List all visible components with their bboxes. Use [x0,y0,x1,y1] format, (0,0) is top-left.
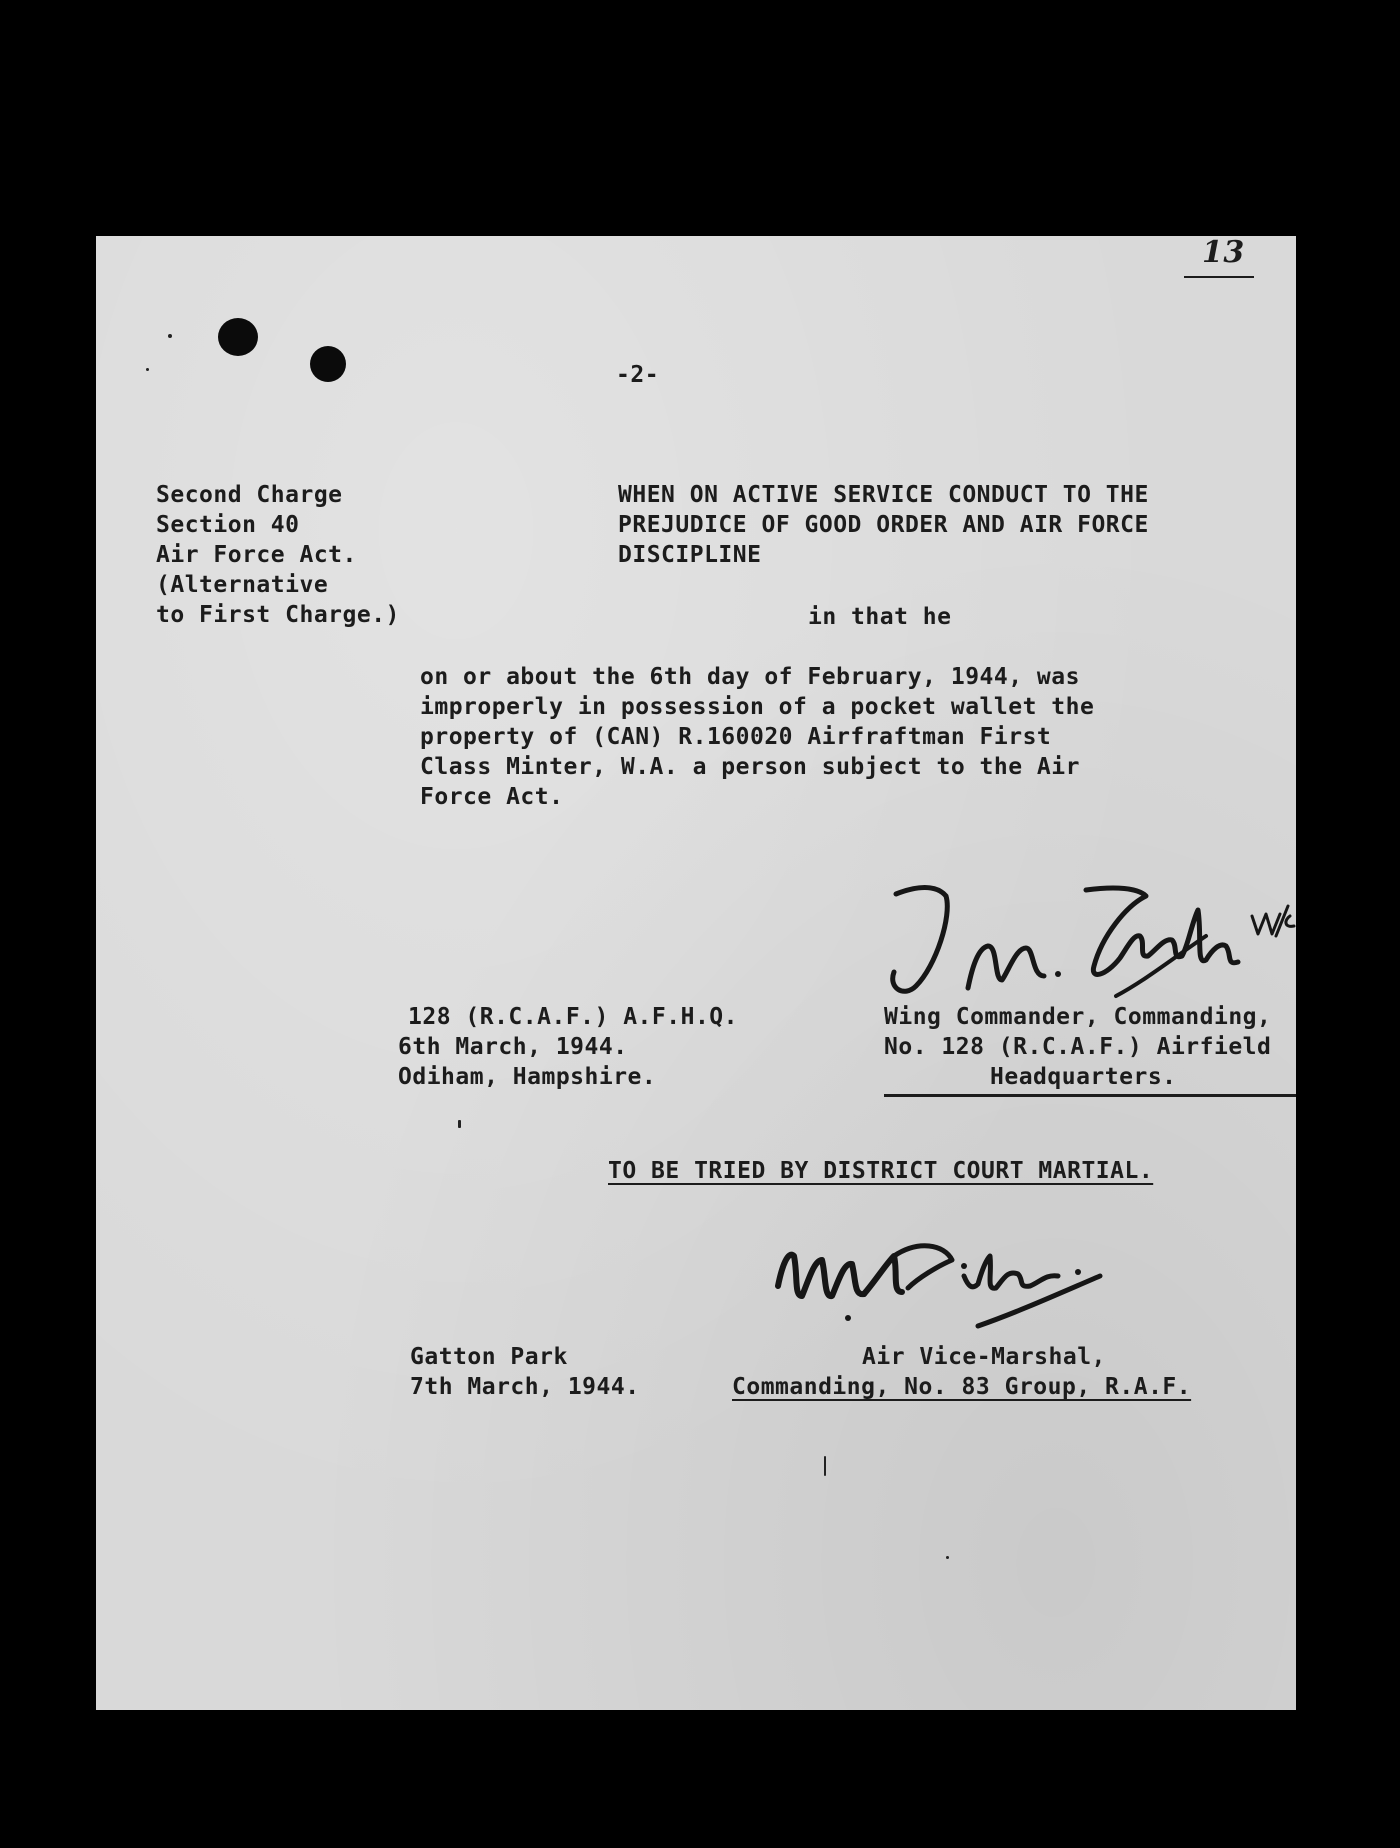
place-date-line: Gatton Park [410,1344,568,1370]
place-date-line: 6th March, 1944. [398,1034,628,1060]
title-line: Headquarters. [990,1064,1177,1090]
folio-number: 13 [1202,235,1245,270]
place-date-line: 128 (R.C.A.F.) A.F.H.Q. [408,1004,738,1030]
particulars-line: property of (CAN) R.160020 Airfraftman First [420,724,1052,750]
particulars-line: Class Minter, W.A. a person subject to the Air [420,754,1080,780]
title-line: Wing Commander, Commanding, [884,1004,1272,1030]
speck [824,1456,826,1476]
punch-hole-right [310,346,346,382]
document-page [96,236,1296,1710]
speck [458,1120,461,1128]
title-line: Commanding, No. 83 Group, R.A.F. [732,1374,1192,1400]
in-that-he: in that he [808,604,952,630]
wing-commander-signature [876,876,1296,1006]
title-line: No. 128 (R.C.A.F.) Airfield [884,1034,1272,1060]
title-line: Air Vice-Marshal, [862,1344,1106,1370]
punch-hole-left [218,318,258,356]
particulars-line: improperly in possession of a pocket wallet the [420,694,1095,720]
particulars-line: on or about the 6th day of February, 1944, was [420,664,1080,690]
page-number: -2- [616,362,660,388]
title-underline [884,1094,1296,1097]
charge-heading-line: WHEN ON ACTIVE SERVICE CONDUCT TO THE [618,482,1149,508]
side-note-line: to First Charge.) [156,602,400,628]
side-note-line: Air Force Act. [156,542,357,568]
speck [168,334,172,338]
particulars-line: Force Act. [420,784,564,810]
side-note-line: Second Charge [156,482,343,508]
side-note-line: (Alternative [156,572,329,598]
side-note-line: Section 40 [156,512,300,538]
charge-heading-line: PREJUDICE OF GOOD ORDER AND AIR FORCE [618,512,1149,538]
speck [946,1556,949,1559]
speck [146,368,149,371]
charge-heading-line: DISCIPLINE [618,542,762,568]
place-date-line: 7th March, 1944. [410,1374,640,1400]
folio-underline [1184,276,1254,278]
place-date-line: Odiham, Hampshire. [398,1064,657,1090]
air-vice-marshal-signature [768,1226,1108,1336]
court-martial-order: TO BE TRIED BY DISTRICT COURT MARTIAL. [608,1158,1154,1184]
